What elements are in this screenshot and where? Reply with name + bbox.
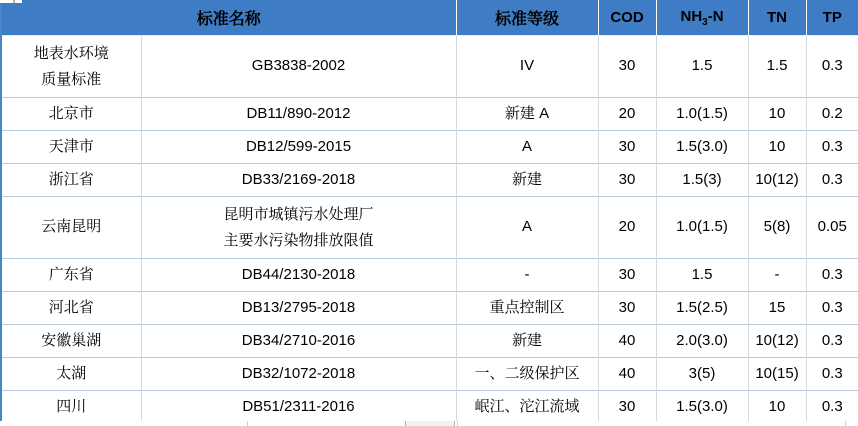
cell-standard-name: DB11/890-2012: [141, 98, 456, 131]
cell-cod: 30: [598, 36, 656, 98]
cell-tn: 10(12): [748, 325, 806, 358]
cell-standard-name: DB32/1072-2018: [141, 358, 456, 391]
cell-nh3n: 1.5(3.0): [656, 131, 748, 164]
bottom-margin-strip: [0, 421, 858, 426]
header-nh3n: $NH_3-N$: [656, 0, 748, 36]
table-row: [1, 131, 858, 164]
table-row: [1, 391, 858, 424]
cell-region: 安徽巢湖: [1, 325, 141, 358]
cell-region: 河北省: [1, 292, 141, 325]
cell-grade: 新建 A: [456, 98, 598, 131]
cell-grade: -: [456, 259, 598, 292]
cell-tn: 10: [748, 98, 806, 131]
cell-nh3n: 1.5: [656, 259, 748, 292]
cell-cod: 40: [598, 358, 656, 391]
cell-region: 太湖: [1, 358, 141, 391]
cell-nh3n: 1.0(1.5): [656, 98, 748, 131]
grid-tick: [845, 421, 846, 426]
table-row: [1, 259, 858, 292]
cell-tp: 0.3: [806, 358, 858, 391]
header-standard-grade: 标准等级: [456, 0, 598, 36]
cell-standard-name: DB34/2710-2016: [141, 325, 456, 358]
cell-standard-name: DB13/2795-2018: [141, 292, 456, 325]
cell-grade: 新建: [456, 325, 598, 358]
grid-tick: [247, 421, 248, 426]
cell-tp: 0.3: [806, 259, 858, 292]
cell-cod: 30: [598, 259, 656, 292]
cell-grade: 一、二级保护区: [456, 358, 598, 391]
cell-standard-name: DB12/599-2015: [141, 131, 456, 164]
cell-tp: 0.3: [806, 164, 858, 197]
header-standard-name: 标准名称: [1, 0, 456, 36]
header-row: [1, 0, 858, 36]
cell-nh3n: 1.5: [656, 36, 748, 98]
cell-region: 四川: [1, 391, 141, 424]
cell-region: 北京市: [1, 98, 141, 131]
cell-standard-name: GB3838-2002: [141, 36, 456, 98]
screenshot-corner-artifact: [0, 0, 22, 3]
table-row: [1, 36, 858, 98]
cell-tp: 0.05: [806, 197, 858, 259]
table-row: [1, 325, 858, 358]
cell-nh3n: 1.5(3.0): [656, 391, 748, 424]
grid-tick: [13, 0, 15, 3]
header-tp: TP: [806, 0, 858, 36]
cell-grade: 新建: [456, 164, 598, 197]
cell-tn: 10(15): [748, 358, 806, 391]
cell-region: 地表水环境 质量标准: [1, 36, 141, 98]
cell-tn: 10: [748, 131, 806, 164]
cell-tp: 0.3: [806, 36, 858, 98]
cell-tp: 0.3: [806, 131, 858, 164]
cell-tn: 5(8): [748, 197, 806, 259]
table-row: [1, 164, 858, 197]
cell-tp: 0.3: [806, 292, 858, 325]
cell-grade: 岷江、沱江流域: [456, 391, 598, 424]
cell-tn: 10(12): [748, 164, 806, 197]
table-row: [1, 98, 858, 131]
cell-grade: A: [456, 197, 598, 259]
cell-grade: 重点控制区: [456, 292, 598, 325]
cell-tn: 15: [748, 292, 806, 325]
cell-tn: -: [748, 259, 806, 292]
cell-region: 云南昆明: [1, 197, 141, 259]
cell-cod: 20: [598, 98, 656, 131]
cell-cod: 20: [598, 197, 656, 259]
cell-cod: 30: [598, 131, 656, 164]
table-row: [1, 197, 858, 259]
cell-cod: 40: [598, 325, 656, 358]
cell-standard-name: DB51/2311-2016: [141, 391, 456, 424]
scrollbar-thumb-artifact[interactable]: [405, 421, 455, 426]
cell-standard-name: DB33/2169-2018: [141, 164, 456, 197]
cell-tp: 0.3: [806, 391, 858, 424]
header-tn: TN: [748, 0, 806, 36]
cell-cod: 30: [598, 292, 656, 325]
cell-standard-name: DB44/2130-2018: [141, 259, 456, 292]
cell-nh3n: 1.0(1.5): [656, 197, 748, 259]
cell-nh3n: 1.5(2.5): [656, 292, 748, 325]
cell-cod: 30: [598, 164, 656, 197]
cell-standard-name: 昆明市城镇污水处理厂 主要水污染物排放限值: [141, 197, 456, 259]
cell-nh3n: 1.5(3): [656, 164, 748, 197]
cell-cod: 30: [598, 391, 656, 424]
header-cod: COD: [598, 0, 656, 36]
cell-tp: 0.2: [806, 98, 858, 131]
table-row: [1, 292, 858, 325]
cell-tn: 1.5: [748, 36, 806, 98]
cell-region: 天津市: [1, 131, 141, 164]
table-row: [1, 358, 858, 391]
cell-region: 广东省: [1, 259, 141, 292]
cell-nh3n: 3(5): [656, 358, 748, 391]
grid-tick: [457, 421, 458, 426]
cell-region: 浙江省: [1, 164, 141, 197]
cell-grade: A: [456, 131, 598, 164]
cell-grade: IV: [456, 36, 598, 98]
cell-nh3n: 2.0(3.0): [656, 325, 748, 358]
cell-tn: 10: [748, 391, 806, 424]
cell-tp: 0.3: [806, 325, 858, 358]
